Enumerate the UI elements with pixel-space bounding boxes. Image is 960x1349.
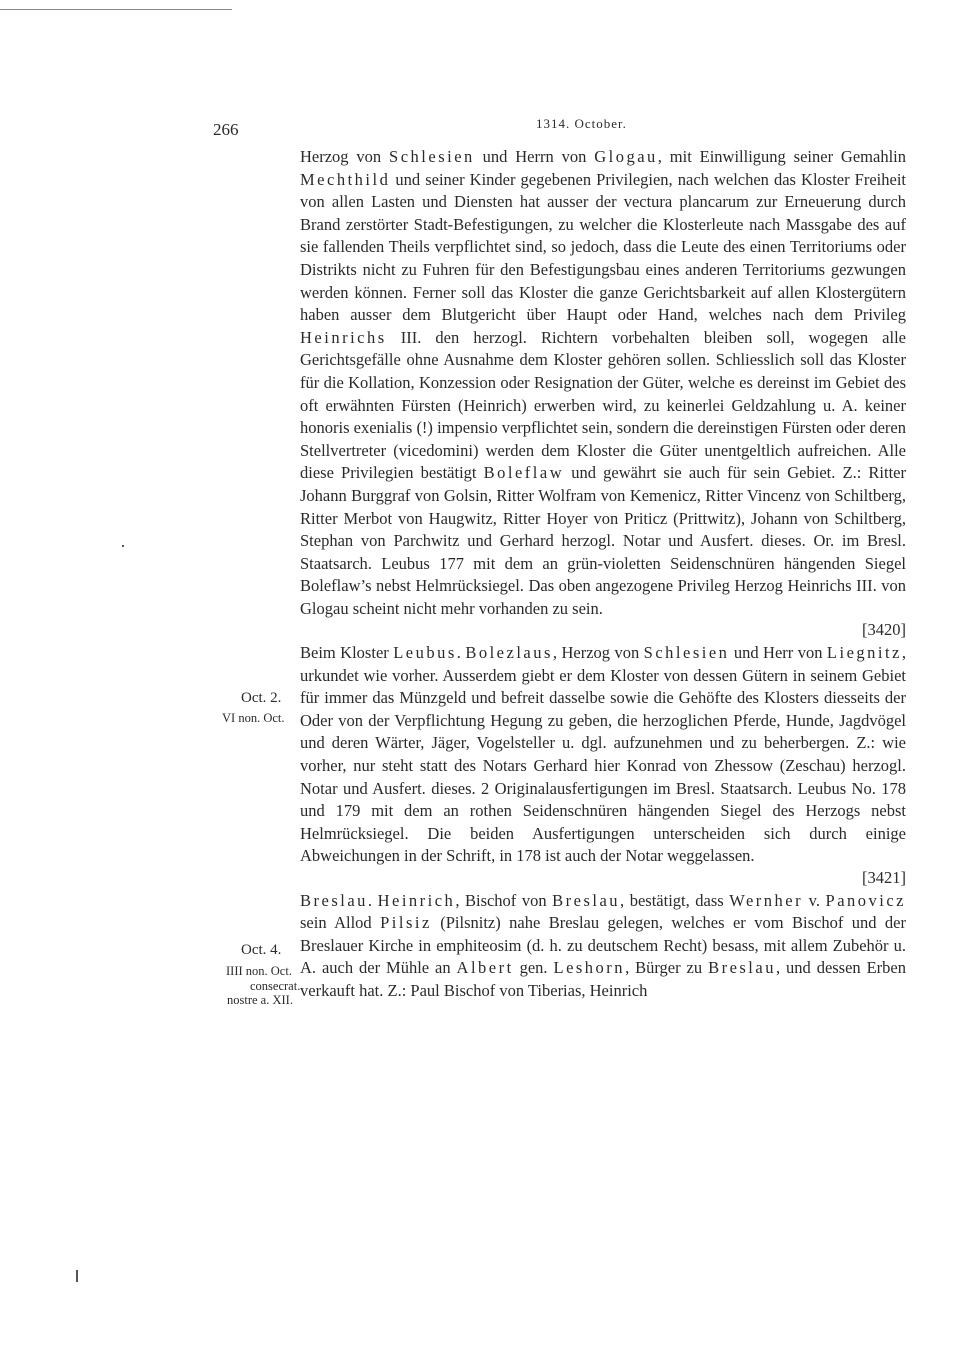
spaced-name: Heinrichs [300,327,387,347]
document-number: [3421] [862,868,906,887]
text-run: , mit Einwilligung seiner Gemahlin [657,147,906,166]
text-run: Beim Kloster [300,643,394,663]
text-run: , bestätigt, dass [620,890,730,910]
text-run: . [367,890,378,910]
spaced-name: Schlesien [389,147,475,166]
spaced-name: Panovicz [825,890,906,910]
document-entry [300,890,906,1003]
spaced-name: Glogau [594,147,658,166]
scan-speck [122,545,124,547]
text-run: sein Allod [300,913,381,933]
spaced-name: Bolezlaus [465,643,553,663]
text-run: und Herrn von [474,147,595,166]
spaced-name: Pilsiz [380,913,432,933]
text-run: und gewährt sie auch für sein Gebiet. Z.: Ritter Johann Burggraf von Golsin, Ritter Wolfram von Kemenicz, Ritter Vincenz von Schiltberg, Ritter Merbot von Haugwitz, Ritter Hoyer von Priticz (Prittwitz), Johann von Schiltberg, Stephan von Parchwitz und Gerhard herzogl. Notar und Ausfert. dieses. Or. im Bresl. Staatsarch. Leubus 177 mit dem an grün-violetten Seidenschnüren hängenden Siegel Boleflaw’s nebst Helmrücksiegel. Das oben angezogene Privileg Herzog Heinrichs III. von Glogau scheint nicht mehr vorhanden zu sein. [300,463,906,618]
running-head: 1314. October. [536,116,627,131]
margin-note-oct-4-year: nostre a. XII. [227,993,293,1007]
document-entry [300,146,906,642]
entry-text [300,642,906,868]
spaced-name: Albert [456,958,514,978]
text-run: und seiner Kinder gegebenen Privilegien, nach welchen das Kloster Freiheit von allen Lasten und Diensten hat ausser der vectura plancarum zur Erneuerung durch Brand zerstörter Stadt-Befestigungen, zu welcher die Klosterleute nach Massgabe des auf sie fallenden Theils verpflichtet sind, so jedoch, dass die Leute des einen Territoriums oder Distrikts nicht zu Fuhren für den Befestigungsbau eines anderen Territoriums gezwungen werden können. Ferner soll das Kloster die ganze Gerichtsbarkeit auf allen Klostergütern haben ausser dem Blutgericht über Haupt oder Hand, welches nach dem Privileg [300,169,906,325]
entry-text [300,890,906,1003]
spaced-name: Heinrich [377,890,456,910]
text-run: Herzog von [300,147,390,166]
margin-date-oct-2: Oct. 2. [241,690,282,706]
text-run: , Bischof von [455,890,553,910]
spaced-name: Breslau [552,890,621,910]
entry-text [300,146,906,620]
document-entry [300,642,906,890]
margin-note-oct-4-consecrat: consecrat. [250,979,301,993]
spaced-name: Breslau [300,890,368,910]
spaced-name: Schlesien [643,643,730,663]
page-number: 266 [213,120,239,139]
spaced-name: Breslau [708,958,776,978]
margin-date-oct-4: Oct. 4. [241,942,282,958]
spaced-name: Wernher [729,890,804,910]
text-run: (Pilsnitz) nahe Breslau gelegen, welches er vom Bischof und der Breslauer Kirche in emphiteosim (d. h. zu deutschem Recht) besass, mit allem Zubehör u. A. auch der Mühle an [300,913,906,978]
scan-speck [76,1270,78,1282]
scan-edge-line [0,9,232,10]
body-text [300,146,906,1003]
margin-note-oct-4: IIII non. Oct. [226,964,292,978]
text-run: . [456,643,466,663]
text-run: und Herr von [729,643,827,663]
text-run: , Bürger zu [625,958,709,978]
text-run: , urkundet wie vorher. Ausserdem giebt er dem Kloster von dessen Gütern in seinem Gebiet für immer das Münzgeld und befreit dasselbe sowie die Gehöfte des Klosters diesseits der Oder von der Verpflichtung Hegung zu geben, die herzoglichen Pferde, Hunde, Jagdvögel und deren Wärter, Jäger, Vogelsteller u. dgl. aufzunehmen und zu beherbergen. Z.: wie vorher, nur steht statt des Notars Gerhard hier Konrad von Zhessow (Zeschau) herzogl. Notar und Ausfert. dieses. 2 Originalausfertigungen im Bresl. Staatsarch. Leubus No. 178 und 179 mit dem an rothen Seidenschnüren hängenden Siegel des Herzogs nebst Helmrücksiegel. Die beiden Ausfertigungen unterscheiden sich durch einige Abweichungen in der Schrift, in 178 ist auch der Notar weggelassen. [300,643,907,866]
spaced-name: Boleflaw [483,463,565,483]
text-run: v. [803,890,826,910]
spaced-name: Leshorn [553,958,626,978]
text-run: , und dessen Erben verkauft hat. Z.: Paul Bischof von Tiberias, Heinrich [300,958,906,1000]
text-run: , Herzog von [552,643,644,663]
spaced-name: Liegnitz [826,643,902,663]
spaced-name: Leubus [393,643,457,663]
spaced-name: Mechthild [300,169,391,189]
document-number: [3420] [862,620,906,640]
text-run: gen. [513,958,554,978]
text-run: III. den herzogl. Richtern vorbehalten bleiben soll, wogegen alle Gerichtsgefälle ohne Ausnahme dem Kloster gehören sollen. Schliesslich soll das Kloster für die Kollation, Konzession oder Resignation der Güter, welche es dereinst im Gebiet des oft erwähnten Fürsten (Heinrich) erwerben wird, zu keinerlei Geldzahlung u. A. keiner honoris exenialis (!) impensio verpflichtet sein, sondern die dereinstigen Fürsten oder deren Stellvertreter (vicedomini) werden dem Kloster die Güter unentgeltlich aufreichen. Alle diese Privilegien bestätigt [300,327,906,483]
margin-note-oct-2: VI non. Oct. [222,711,285,725]
